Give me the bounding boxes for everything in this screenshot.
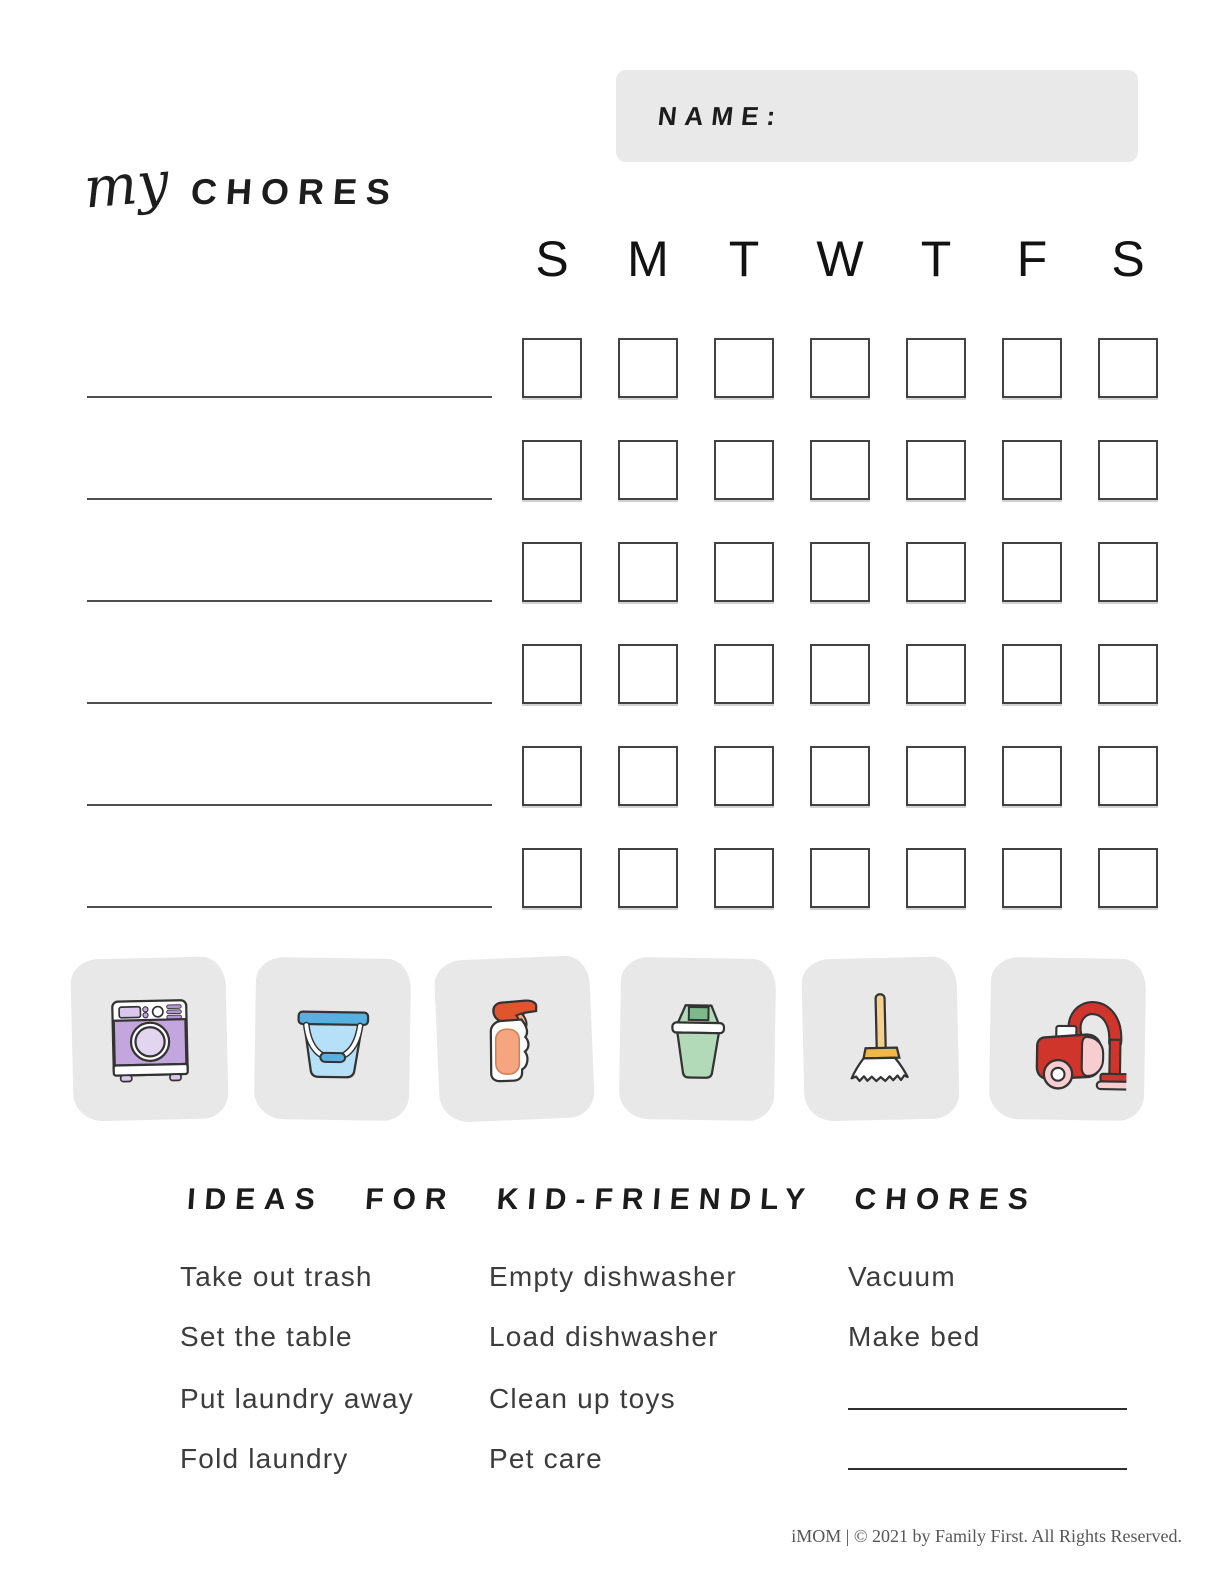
day-header-tuesday: T [728,231,760,287]
chore-checkbox[interactable] [1098,746,1158,806]
chore-checkbox[interactable] [1002,338,1062,398]
chore-name-line[interactable] [87,396,492,398]
chore-checkbox[interactable] [714,848,774,908]
washing-machine-tile [70,956,229,1121]
idea-item: Fold laundry [180,1443,349,1474]
bucket-icon [276,982,390,1096]
chore-row-2 [0,440,1224,500]
chore-checkbox[interactable] [1098,440,1158,500]
broom-icon [823,982,938,1097]
chore-checkbox[interactable] [810,746,870,806]
spray-bottle-tile [434,955,596,1123]
page-title [81,149,401,222]
checkbox-strip [522,848,1158,908]
chore-name-line[interactable] [87,702,492,704]
chore-checkbox[interactable] [714,644,774,704]
day-header-monday: M [627,231,669,287]
day-header-friday: F [1016,231,1048,287]
chore-checkbox[interactable] [1002,746,1062,806]
bucket-tile [254,957,412,1121]
chore-checkbox[interactable] [1002,440,1062,500]
chore-row-6 [0,848,1224,908]
day-header-sunday: S [535,231,569,287]
broom-tile [801,956,960,1121]
vacuum-icon [1008,979,1128,1099]
chore-row-3 [0,542,1224,602]
day-header-row [522,231,1158,287]
chore-checkbox[interactable] [522,542,582,602]
day-header-wednesday: W [816,231,864,287]
copyright-credit: iMOM | © 2021 by Family First. All Rights Reserved. [791,1526,1182,1546]
name-label: NAME: [656,100,785,131]
vacuum-tile [989,957,1147,1121]
idea-item: Take out trash [180,1261,373,1292]
chore-checkbox[interactable] [522,746,582,806]
chore-checkbox[interactable] [1098,542,1158,602]
chore-checkbox[interactable] [906,338,966,398]
chore-checkbox[interactable] [810,542,870,602]
chore-name-line[interactable] [87,804,492,806]
chore-checkbox[interactable] [522,644,582,704]
trash-can-icon [641,982,755,1096]
idea-item: Clean up toys [489,1383,676,1414]
chore-checkbox[interactable] [618,338,678,398]
chore-checkbox[interactable] [714,542,774,602]
day-header-thursday: T [920,231,952,287]
washing-machine-icon [92,982,207,1097]
chore-checkbox[interactable] [906,440,966,500]
chore-checkbox[interactable] [522,440,582,500]
checkbox-strip [522,542,1158,602]
chore-checkbox[interactable] [618,746,678,806]
idea-item: Set the table [180,1321,353,1352]
idea-item: Pet care [489,1443,603,1474]
chore-checkbox[interactable] [810,440,870,500]
checkbox-strip [522,338,1158,398]
title-caps-word: CHORES [189,171,401,212]
chore-checkbox[interactable] [1098,644,1158,704]
chore-checkbox[interactable] [618,542,678,602]
idea-item: Load dishwasher [489,1321,719,1352]
title-script-word: my [81,149,172,222]
chore-checkbox[interactable] [1002,542,1062,602]
chore-checkbox[interactable] [714,338,774,398]
chore-checkbox[interactable] [618,848,678,908]
spray-bottle-icon [456,978,573,1101]
checkbox-strip [522,746,1158,806]
idea-item: Vacuum [848,1261,956,1292]
chore-checkbox[interactable] [714,746,774,806]
chore-checkbox[interactable] [618,644,678,704]
idea-item: Make bed [848,1321,981,1352]
trash-can-tile [619,957,777,1121]
chore-checkbox[interactable] [522,848,582,908]
chore-row-4 [0,644,1224,704]
blank-idea-line[interactable] [848,1468,1127,1470]
chore-name-line[interactable] [87,906,492,908]
chore-row-5 [0,746,1224,806]
checkbox-strip [522,440,1158,500]
chore-checkbox[interactable] [906,644,966,704]
idea-item: Empty dishwasher [489,1261,737,1292]
name-field[interactable] [616,70,1138,162]
chore-checkbox[interactable] [714,440,774,500]
chore-checkbox[interactable] [906,746,966,806]
idea-item: Put laundry away [180,1383,414,1414]
blank-idea-line[interactable] [848,1408,1127,1410]
chore-checkbox[interactable] [1002,644,1062,704]
chore-row-1 [0,338,1224,398]
chore-checkbox[interactable] [810,338,870,398]
chore-checkbox[interactable] [810,644,870,704]
chore-name-line[interactable] [87,498,492,500]
checkbox-strip [522,644,1158,704]
chore-name-line[interactable] [87,600,492,602]
chore-checkbox[interactable] [1098,848,1158,908]
chore-checkbox[interactable] [810,848,870,908]
ideas-heading: IDEAS FOR KID-FRIENDLY CHORES [186,1183,1039,1216]
chore-checkbox[interactable] [906,542,966,602]
chore-checkbox[interactable] [1098,338,1158,398]
chore-checkbox[interactable] [906,848,966,908]
chore-checkbox[interactable] [1002,848,1062,908]
chore-checkbox[interactable] [618,440,678,500]
chore-checkbox[interactable] [522,338,582,398]
day-header-saturday: S [1111,231,1145,287]
